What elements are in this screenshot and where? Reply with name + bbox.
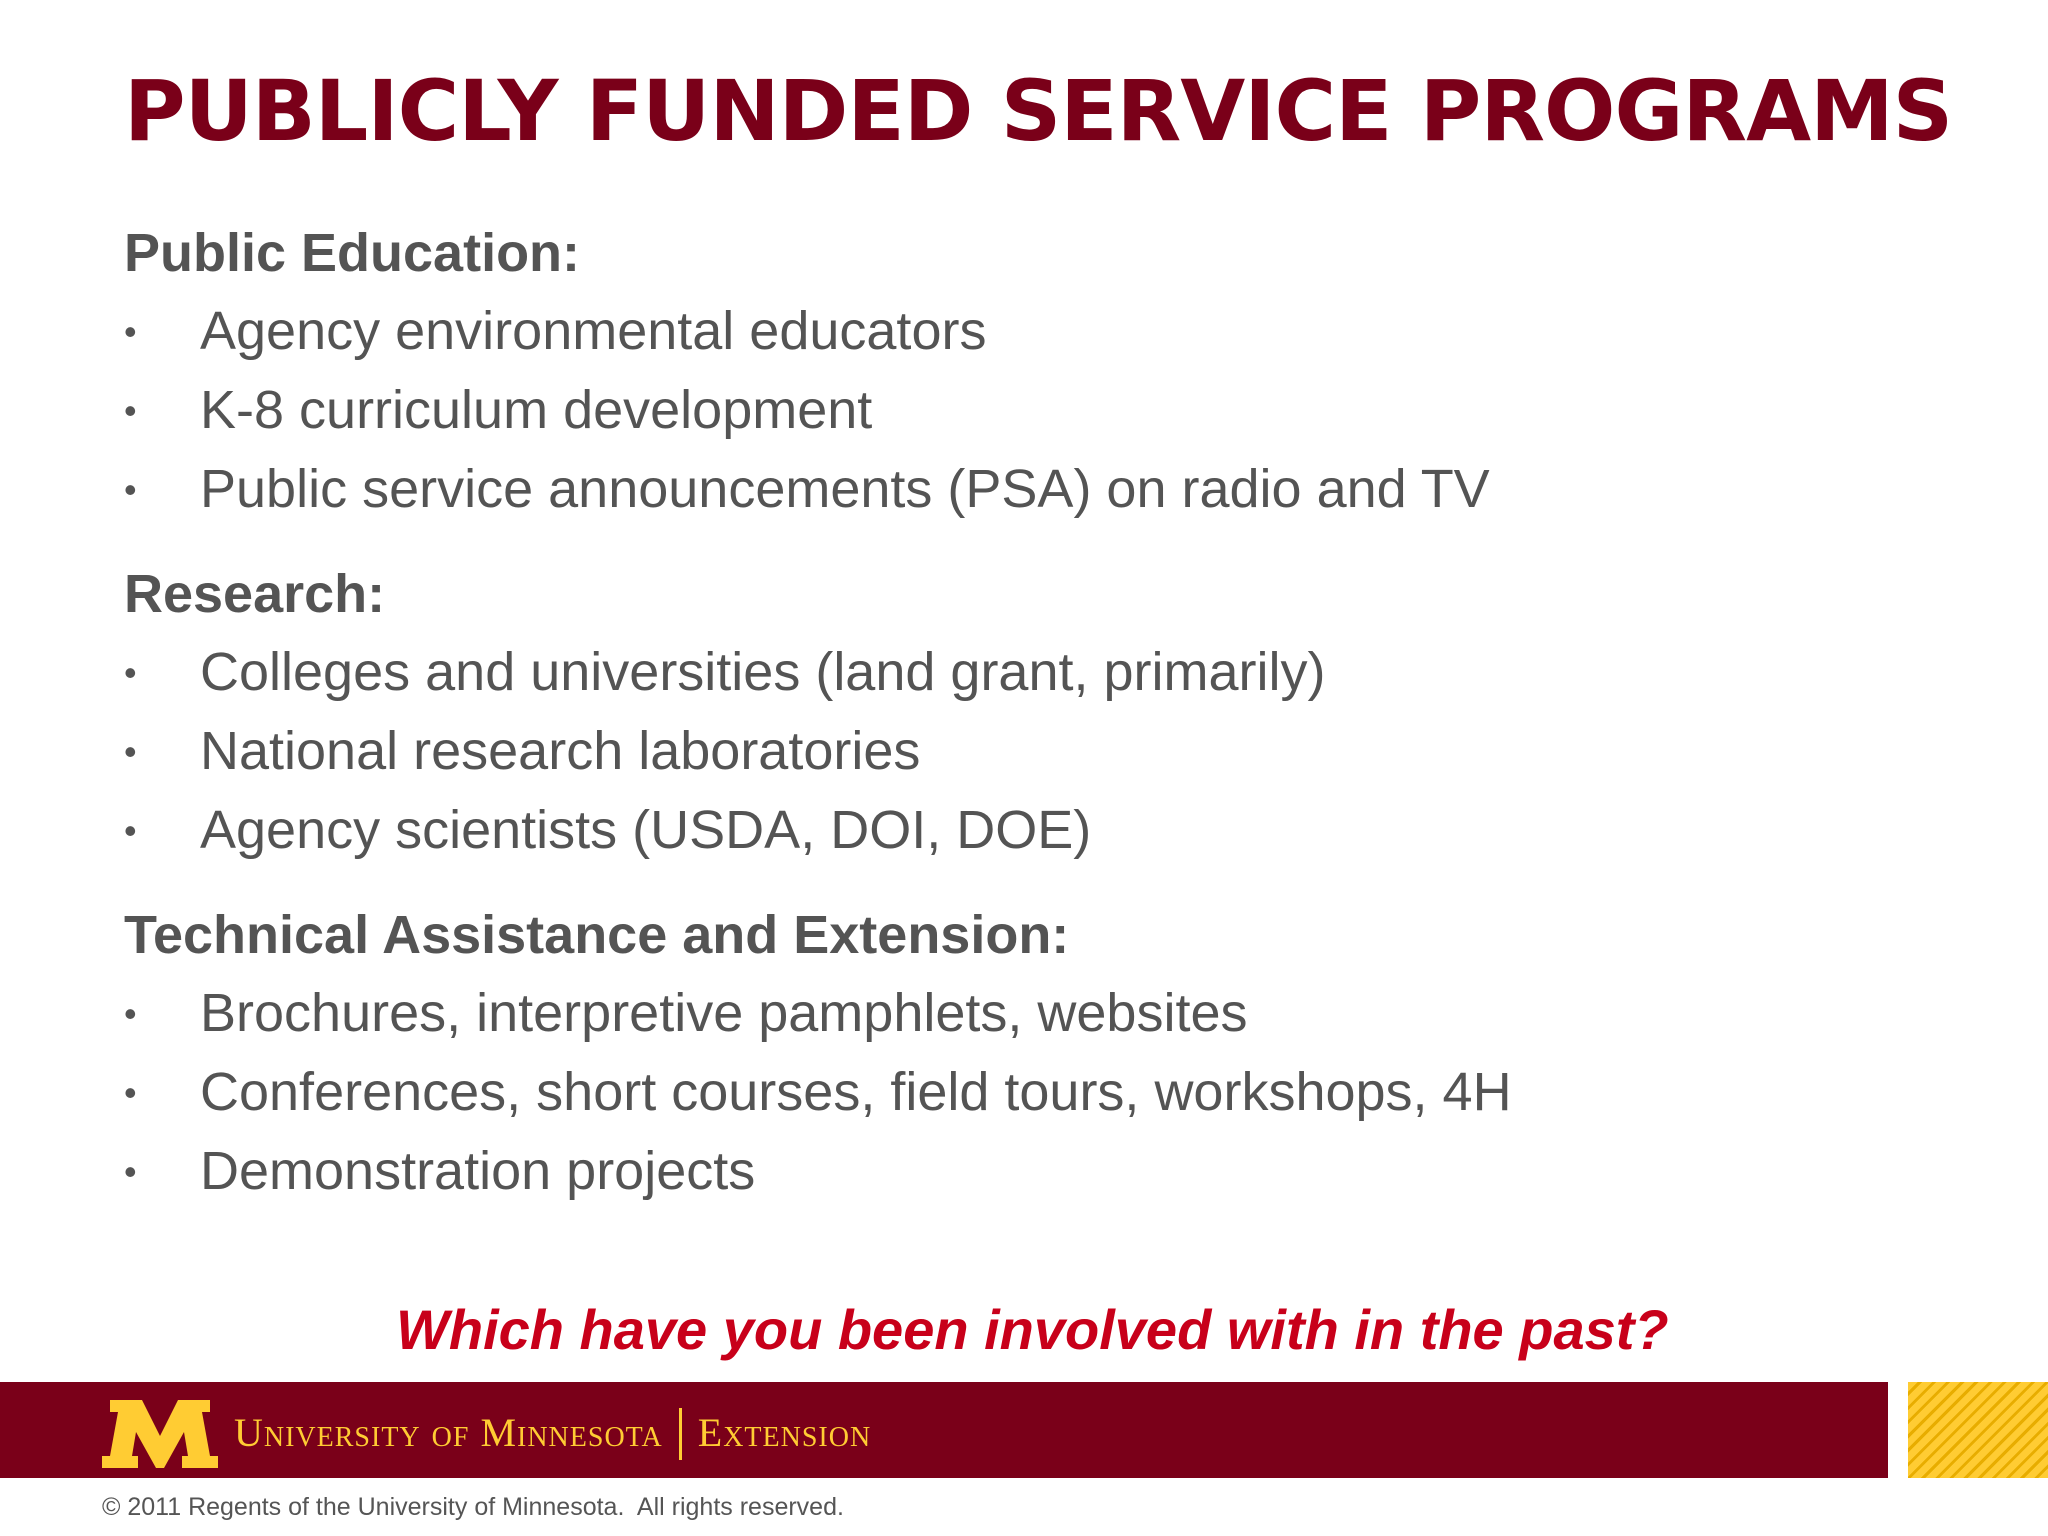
bullet-icon: • [124,810,137,851]
bullet-icon: • [124,731,137,772]
section-heading: Research: [124,564,386,624]
list-item [124,791,1924,870]
discussion-question: Which have you been involved with in the past? [396,1298,1669,1361]
section-heading: Technical Assistance and Extension: [124,905,1070,965]
list-item [124,633,1924,712]
list-item-text: Agency environmental educators [200,301,987,361]
list-item [124,450,1924,529]
list-item [124,1053,1924,1132]
university-name: University of Minnesota [234,1410,663,1455]
bullet-icon: • [124,1072,137,1113]
section-research [124,555,1924,870]
bullet-icon: • [124,311,137,352]
university-wordmark [234,1402,871,1464]
bullet-list [124,633,1924,870]
section-technical-assistance [124,896,1924,1211]
bullet-list [124,292,1924,529]
bullet-icon: • [124,469,137,510]
copyright-notice: © 2011 Regents of the University of Minnesota. All rights reserved. [102,1493,844,1521]
list-item [124,1132,1924,1211]
list-item-text: National research laboratories [200,721,921,781]
list-item-text: Demonstration projects [200,1141,756,1201]
slide-content [124,214,1924,1237]
list-item-text: Agency scientists (USDA, DOI, DOE) [200,800,1092,860]
list-item-text: Public service announcements (PSA) on radio and TV [200,459,1490,519]
slide-title: PUBLICLY FUNDED SERVICE PROGRAMS [124,62,1953,160]
list-item-text: Conferences, short courses, field tours, workshops, 4H [200,1062,1512,1122]
bullet-icon: • [124,1151,137,1192]
list-item [124,292,1924,371]
list-item-text: K-8 curriculum development [200,380,873,440]
list-item [124,712,1924,791]
list-item-text: Brochures, interpretive pamphlets, websites [200,983,1248,1043]
list-item-text: Colleges and universities (land grant, primarily) [200,642,1326,702]
bullet-icon: • [124,652,137,693]
footer-gold-block [1908,1382,2048,1478]
university-m-logo-icon [102,1398,218,1468]
bullet-list [124,974,1924,1211]
list-item [124,974,1924,1053]
unit-name: Extension [697,1410,872,1455]
section-heading: Public Education: [124,223,581,283]
wordmark-divider [679,1408,682,1460]
bullet-icon: • [124,390,137,431]
section-public-education [124,214,1924,529]
bullet-icon: • [124,993,137,1034]
list-item [124,371,1924,450]
